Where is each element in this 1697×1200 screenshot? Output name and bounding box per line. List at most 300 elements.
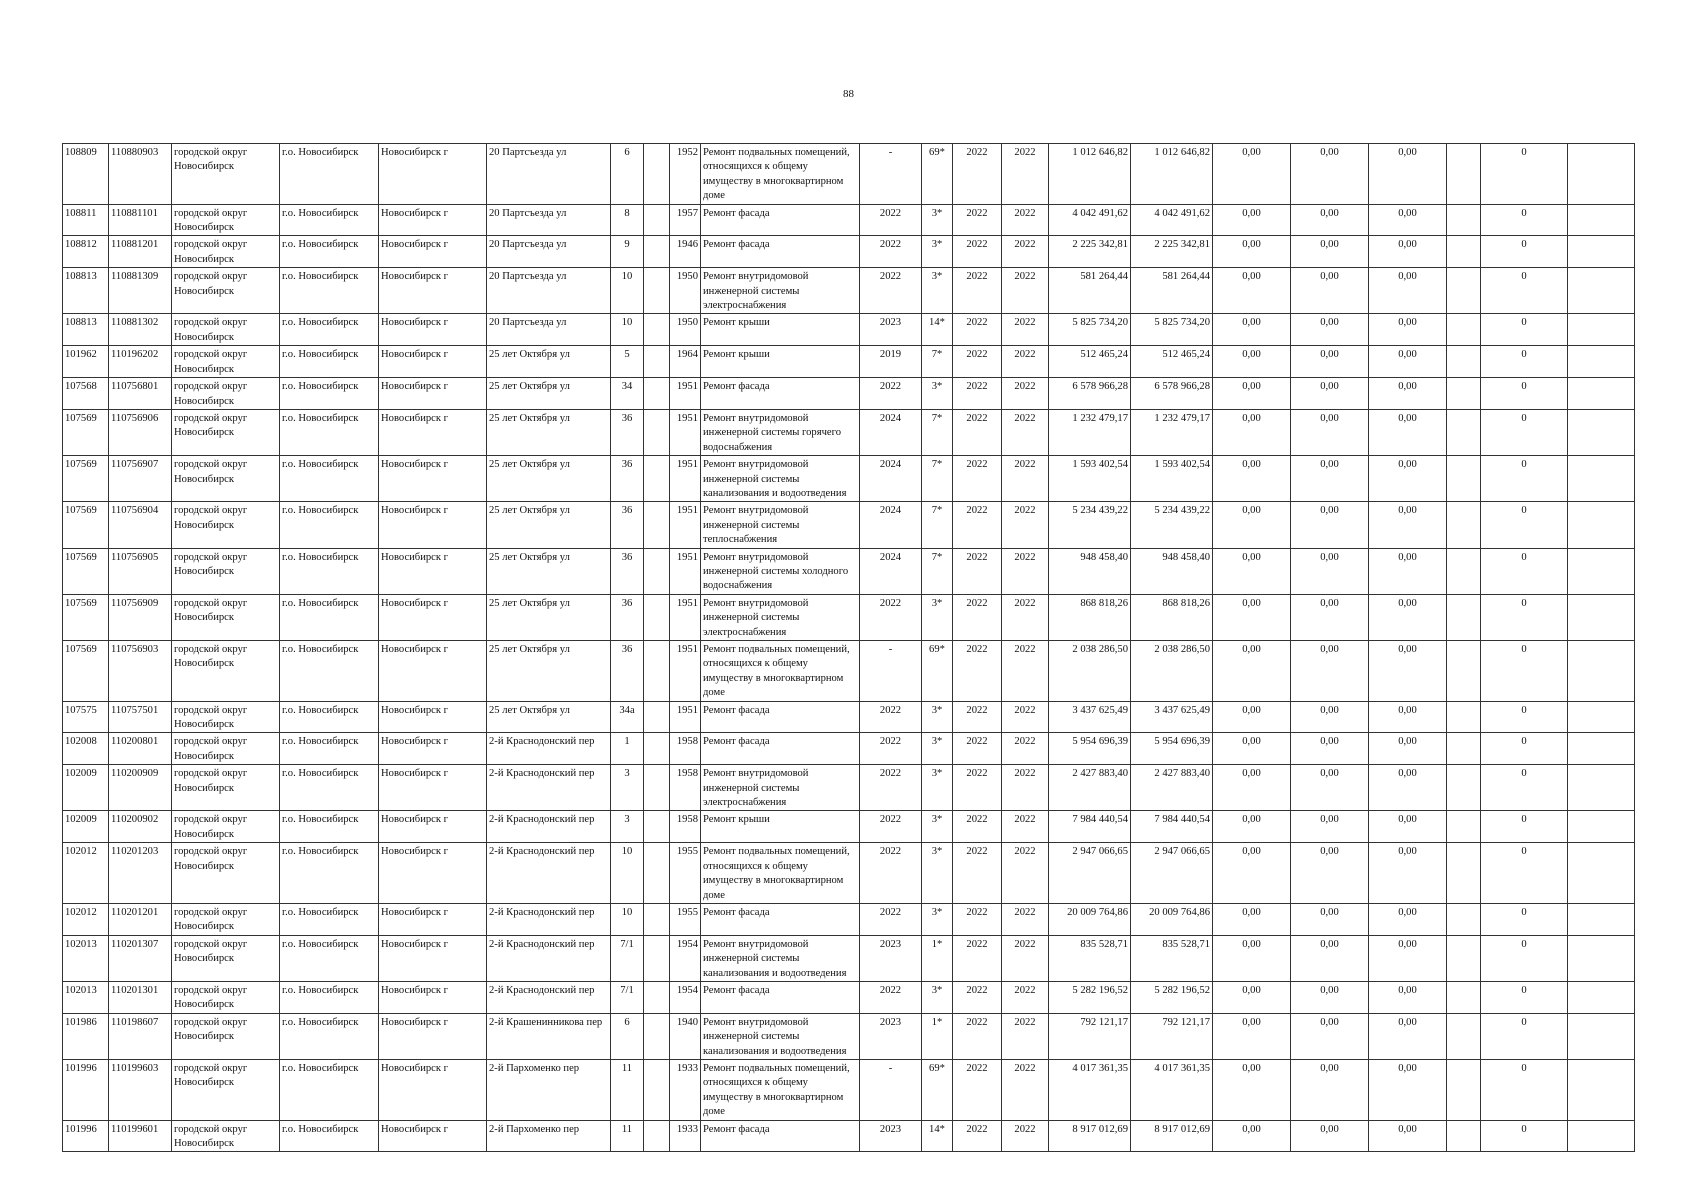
cell-other-funds: 0 — [1481, 314, 1568, 346]
cell-row-id: 102012 — [63, 843, 109, 904]
cell-budget-cost: 1 232 479,17 — [1131, 409, 1213, 455]
cell-work-type: Ремонт подвальных помещений, относящихся к общему имуществу в многоквартирном доме — [701, 1059, 860, 1120]
cell-budget-cost: 512 465,24 — [1131, 346, 1213, 378]
cell-end-year: 2022 — [1002, 811, 1049, 843]
cell-municipality: городской округ Новосибирск — [172, 502, 280, 548]
cell-total-cost: 2 947 066,65 — [1049, 843, 1131, 904]
cell-record-code: 110200909 — [109, 765, 172, 811]
cell-start-year: 2022 — [953, 594, 1002, 640]
cell-municipality-short: г.о. Новосибирск — [280, 765, 379, 811]
cell-end-year: 2022 — [1002, 641, 1049, 702]
cell-row-id: 108813 — [63, 314, 109, 346]
cell-municipality: городской округ Новосибирск — [172, 409, 280, 455]
cell-other-funds: 0 — [1481, 594, 1568, 640]
cell-empty-col — [1447, 456, 1481, 502]
cell-total-cost: 7 984 440,54 — [1049, 811, 1131, 843]
cell-municipality-short: г.о. Новосибирск — [280, 502, 379, 548]
cell-start-year: 2022 — [953, 456, 1002, 502]
cell-settlement: Новосибирск г — [379, 701, 487, 733]
cell-other-funds: 0 — [1481, 1013, 1568, 1059]
cell-federal-funds: 0,00 — [1213, 456, 1291, 502]
cell-house-number: 6 — [611, 144, 644, 205]
cell-regional-funds: 0,00 — [1291, 144, 1369, 205]
cell-local-funds: 0,00 — [1369, 935, 1447, 981]
cell-settlement: Новосибирск г — [379, 733, 487, 765]
cell-plan-year: 2022 — [860, 268, 922, 314]
cell-regional-funds: 0,00 — [1291, 409, 1369, 455]
cell-work-type: Ремонт фасада — [701, 733, 860, 765]
cell-local-funds: 0,00 — [1369, 811, 1447, 843]
cell-local-funds: 0,00 — [1369, 765, 1447, 811]
cell-start-year: 2022 — [953, 1120, 1002, 1152]
cell-municipality-short: г.о. Новосибирск — [280, 236, 379, 268]
cell-note-ref: 3* — [922, 701, 953, 733]
cell-work-type: Ремонт фасада — [701, 236, 860, 268]
cell-empty-col — [1447, 314, 1481, 346]
cell-last-col — [1568, 641, 1635, 702]
cell-total-cost: 835 528,71 — [1049, 935, 1131, 981]
cell-municipality: городской округ Новосибирск — [172, 314, 280, 346]
cell-street: 2-й Краснодонский пер — [487, 733, 611, 765]
cell-empty-col — [1447, 1013, 1481, 1059]
cell-record-code: 110196202 — [109, 346, 172, 378]
cell-work-type: Ремонт подвальных помещений, относящихся к общему имуществу в многоквартирном доме — [701, 843, 860, 904]
table-row — [63, 268, 1635, 314]
cell-federal-funds: 0,00 — [1213, 268, 1291, 314]
cell-local-funds: 0,00 — [1369, 268, 1447, 314]
cell-work-type: Ремонт внутридомовой инженерной системы канализования и водоотведения — [701, 935, 860, 981]
table-row — [63, 1120, 1635, 1152]
cell-federal-funds: 0,00 — [1213, 1120, 1291, 1152]
cell-house-number: 10 — [611, 843, 644, 904]
cell-record-code: 110199601 — [109, 1120, 172, 1152]
cell-house-number: 6 — [611, 1013, 644, 1059]
cell-municipality-short: г.о. Новосибирск — [280, 811, 379, 843]
cell-empty-col — [1447, 378, 1481, 410]
cell-budget-cost: 5 234 439,22 — [1131, 502, 1213, 548]
cell-total-cost: 2 225 342,81 — [1049, 236, 1131, 268]
cell-regional-funds: 0,00 — [1291, 903, 1369, 935]
cell-budget-cost: 868 818,26 — [1131, 594, 1213, 640]
cell-empty-col — [1447, 502, 1481, 548]
cell-total-cost: 5 282 196,52 — [1049, 981, 1131, 1013]
cell-local-funds: 0,00 — [1369, 409, 1447, 455]
cell-municipality: городской округ Новосибирск — [172, 236, 280, 268]
cell-note-ref: 7* — [922, 502, 953, 548]
cell-local-funds: 0,00 — [1369, 456, 1447, 502]
cell-start-year: 2022 — [953, 811, 1002, 843]
cell-regional-funds: 0,00 — [1291, 733, 1369, 765]
cell-municipality: городской округ Новосибирск — [172, 548, 280, 594]
cell-federal-funds: 0,00 — [1213, 1059, 1291, 1120]
cell-budget-cost: 7 984 440,54 — [1131, 811, 1213, 843]
cell-street: 20 Партсъезда ул — [487, 144, 611, 205]
cell-regional-funds: 0,00 — [1291, 1013, 1369, 1059]
cell-empty-col — [1447, 935, 1481, 981]
cell-note-ref: 7* — [922, 346, 953, 378]
cell-end-year: 2022 — [1002, 204, 1049, 236]
cell-municipality-short: г.о. Новосибирск — [280, 456, 379, 502]
cell-end-year: 2022 — [1002, 701, 1049, 733]
cell-last-col — [1568, 1059, 1635, 1120]
cell-note-ref: 7* — [922, 409, 953, 455]
cell-municipality: городской округ Новосибирск — [172, 843, 280, 904]
cell-empty-col — [1447, 765, 1481, 811]
cell-total-cost: 948 458,40 — [1049, 548, 1131, 594]
cell-last-col — [1568, 1013, 1635, 1059]
cell-plan-year: 2023 — [860, 935, 922, 981]
cell-regional-funds: 0,00 — [1291, 502, 1369, 548]
cell-settlement: Новосибирск г — [379, 843, 487, 904]
cell-end-year: 2022 — [1002, 843, 1049, 904]
cell-settlement: Новосибирск г — [379, 144, 487, 205]
cell-regional-funds: 0,00 — [1291, 346, 1369, 378]
cell-record-code: 110200902 — [109, 811, 172, 843]
cell-federal-funds: 0,00 — [1213, 548, 1291, 594]
table-row — [63, 811, 1635, 843]
cell-work-type: Ремонт внутридомовой инженерной системы горячего водоснабжения — [701, 409, 860, 455]
cell-local-funds: 0,00 — [1369, 1059, 1447, 1120]
cell-building — [644, 733, 670, 765]
cell-budget-cost: 8 917 012,69 — [1131, 1120, 1213, 1152]
cell-municipality: городской округ Новосибирск — [172, 811, 280, 843]
cell-municipality-short: г.о. Новосибирск — [280, 903, 379, 935]
cell-local-funds: 0,00 — [1369, 903, 1447, 935]
cell-end-year: 2022 — [1002, 1120, 1049, 1152]
cell-regional-funds: 0,00 — [1291, 1059, 1369, 1120]
cell-municipality-short: г.о. Новосибирск — [280, 409, 379, 455]
cell-build-year: 1951 — [670, 456, 701, 502]
cell-municipality-short: г.о. Новосибирск — [280, 346, 379, 378]
cell-street: 20 Партсъезда ул — [487, 204, 611, 236]
cell-total-cost: 4 017 361,35 — [1049, 1059, 1131, 1120]
cell-total-cost: 512 465,24 — [1049, 346, 1131, 378]
cell-note-ref: 7* — [922, 548, 953, 594]
cell-municipality: городской округ Новосибирск — [172, 1013, 280, 1059]
cell-house-number: 9 — [611, 236, 644, 268]
cell-empty-col — [1447, 1120, 1481, 1152]
cell-total-cost: 5 954 696,39 — [1049, 733, 1131, 765]
cell-build-year: 1933 — [670, 1059, 701, 1120]
cell-row-id: 107569 — [63, 594, 109, 640]
cell-last-col — [1568, 378, 1635, 410]
cell-settlement: Новосибирск г — [379, 981, 487, 1013]
cell-last-col — [1568, 594, 1635, 640]
cell-end-year: 2022 — [1002, 548, 1049, 594]
cell-row-id: 101996 — [63, 1120, 109, 1152]
cell-building — [644, 765, 670, 811]
cell-house-number: 34 — [611, 378, 644, 410]
cell-record-code: 110756907 — [109, 456, 172, 502]
cell-note-ref: 14* — [922, 1120, 953, 1152]
cell-house-number: 10 — [611, 268, 644, 314]
cell-street: 25 лет Октября ул — [487, 456, 611, 502]
cell-municipality-short: г.о. Новосибирск — [280, 1013, 379, 1059]
cell-row-id: 102012 — [63, 903, 109, 935]
cell-settlement: Новосибирск г — [379, 1120, 487, 1152]
cell-municipality-short: г.о. Новосибирск — [280, 981, 379, 1013]
cell-house-number: 36 — [611, 641, 644, 702]
cell-plan-year: 2022 — [860, 701, 922, 733]
cell-street: 25 лет Октября ул — [487, 548, 611, 594]
cell-settlement: Новосибирск г — [379, 314, 487, 346]
cell-note-ref: 3* — [922, 594, 953, 640]
cell-budget-cost: 581 264,44 — [1131, 268, 1213, 314]
cell-house-number: 10 — [611, 314, 644, 346]
cell-last-col — [1568, 1120, 1635, 1152]
cell-start-year: 2022 — [953, 765, 1002, 811]
cell-note-ref: 3* — [922, 903, 953, 935]
cell-budget-cost: 20 009 764,86 — [1131, 903, 1213, 935]
cell-budget-cost: 5 825 734,20 — [1131, 314, 1213, 346]
cell-empty-col — [1447, 346, 1481, 378]
table-row — [63, 903, 1635, 935]
cell-federal-funds: 0,00 — [1213, 935, 1291, 981]
cell-budget-cost: 2 038 286,50 — [1131, 641, 1213, 702]
cell-row-id: 102009 — [63, 811, 109, 843]
cell-work-type: Ремонт подвальных помещений, относящихся к общему имуществу в многоквартирном доме — [701, 641, 860, 702]
cell-street: 2-й Краснодонский пер — [487, 843, 611, 904]
cell-work-type: Ремонт фасада — [701, 1120, 860, 1152]
cell-other-funds: 0 — [1481, 935, 1568, 981]
cell-total-cost: 1 012 646,82 — [1049, 144, 1131, 205]
table-row — [63, 1013, 1635, 1059]
cell-build-year: 1955 — [670, 903, 701, 935]
cell-end-year: 2022 — [1002, 236, 1049, 268]
cell-plan-year: - — [860, 1059, 922, 1120]
cell-plan-year: 2022 — [860, 236, 922, 268]
cell-note-ref: 3* — [922, 765, 953, 811]
cell-plan-year: 2022 — [860, 378, 922, 410]
cell-note-ref: 3* — [922, 268, 953, 314]
cell-row-id: 108811 — [63, 204, 109, 236]
cell-building — [644, 843, 670, 904]
cell-end-year: 2022 — [1002, 1013, 1049, 1059]
cell-municipality-short: г.о. Новосибирск — [280, 733, 379, 765]
cell-total-cost: 20 009 764,86 — [1049, 903, 1131, 935]
table-row — [63, 346, 1635, 378]
cell-end-year: 2022 — [1002, 981, 1049, 1013]
cell-build-year: 1951 — [670, 701, 701, 733]
cell-empty-col — [1447, 811, 1481, 843]
cell-settlement: Новосибирск г — [379, 236, 487, 268]
cell-build-year: 1933 — [670, 1120, 701, 1152]
cell-end-year: 2022 — [1002, 903, 1049, 935]
cell-total-cost: 5 234 439,22 — [1049, 502, 1131, 548]
cell-total-cost: 8 917 012,69 — [1049, 1120, 1131, 1152]
cell-regional-funds: 0,00 — [1291, 765, 1369, 811]
cell-start-year: 2022 — [953, 843, 1002, 904]
cell-street: 2-й Крашенинникова пер — [487, 1013, 611, 1059]
cell-row-id: 107568 — [63, 378, 109, 410]
cell-regional-funds: 0,00 — [1291, 548, 1369, 594]
cell-regional-funds: 0,00 — [1291, 1120, 1369, 1152]
cell-building — [644, 1059, 670, 1120]
cell-plan-year: 2024 — [860, 502, 922, 548]
table-row — [63, 378, 1635, 410]
cell-last-col — [1568, 236, 1635, 268]
cell-note-ref: 7* — [922, 456, 953, 502]
cell-other-funds: 0 — [1481, 981, 1568, 1013]
cell-work-type: Ремонт внутридомовой инженерной системы канализования и водоотведения — [701, 1013, 860, 1059]
cell-federal-funds: 0,00 — [1213, 409, 1291, 455]
cell-build-year: 1958 — [670, 765, 701, 811]
cell-row-id: 107569 — [63, 502, 109, 548]
cell-plan-year: 2023 — [860, 314, 922, 346]
cell-record-code: 110756906 — [109, 409, 172, 455]
cell-building — [644, 1120, 670, 1152]
cell-last-col — [1568, 314, 1635, 346]
cell-plan-year: - — [860, 641, 922, 702]
cell-plan-year: 2022 — [860, 903, 922, 935]
cell-federal-funds: 0,00 — [1213, 641, 1291, 702]
table-row — [63, 456, 1635, 502]
cell-build-year: 1951 — [670, 502, 701, 548]
cell-start-year: 2022 — [953, 903, 1002, 935]
cell-budget-cost: 2 947 066,65 — [1131, 843, 1213, 904]
cell-building — [644, 935, 670, 981]
cell-local-funds: 0,00 — [1369, 236, 1447, 268]
cell-building — [644, 1013, 670, 1059]
cell-street: 25 лет Октября ул — [487, 594, 611, 640]
cell-empty-col — [1447, 268, 1481, 314]
cell-last-col — [1568, 409, 1635, 455]
cell-municipality: городской округ Новосибирск — [172, 1120, 280, 1152]
cell-note-ref: 3* — [922, 843, 953, 904]
cell-total-cost: 1 232 479,17 — [1049, 409, 1131, 455]
cell-start-year: 2022 — [953, 641, 1002, 702]
cell-local-funds: 0,00 — [1369, 502, 1447, 548]
cell-municipality-short: г.о. Новосибирск — [280, 268, 379, 314]
cell-note-ref: 3* — [922, 378, 953, 410]
cell-empty-col — [1447, 594, 1481, 640]
cell-work-type: Ремонт внутридомовой инженерной системы канализования и водоотведения — [701, 456, 860, 502]
cell-work-type: Ремонт крыши — [701, 314, 860, 346]
cell-settlement: Новосибирск г — [379, 935, 487, 981]
cell-settlement: Новосибирск г — [379, 903, 487, 935]
cell-budget-cost: 4 042 491,62 — [1131, 204, 1213, 236]
cell-row-id: 102013 — [63, 981, 109, 1013]
cell-settlement: Новосибирск г — [379, 641, 487, 702]
cell-build-year: 1958 — [670, 811, 701, 843]
cell-regional-funds: 0,00 — [1291, 378, 1369, 410]
cell-total-cost: 3 437 625,49 — [1049, 701, 1131, 733]
cell-last-col — [1568, 811, 1635, 843]
cell-budget-cost: 4 017 361,35 — [1131, 1059, 1213, 1120]
cell-house-number: 11 — [611, 1120, 644, 1152]
cell-plan-year: 2023 — [860, 1013, 922, 1059]
cell-note-ref: 69* — [922, 1059, 953, 1120]
cell-federal-funds: 0,00 — [1213, 811, 1291, 843]
cell-house-number: 11 — [611, 1059, 644, 1120]
cell-empty-col — [1447, 733, 1481, 765]
cell-build-year: 1950 — [670, 268, 701, 314]
cell-building — [644, 981, 670, 1013]
cell-municipality: городской округ Новосибирск — [172, 204, 280, 236]
cell-municipality-short: г.о. Новосибирск — [280, 701, 379, 733]
cell-federal-funds: 0,00 — [1213, 1013, 1291, 1059]
cell-note-ref: 1* — [922, 935, 953, 981]
cell-house-number: 3 — [611, 765, 644, 811]
cell-house-number: 7/1 — [611, 935, 644, 981]
cell-start-year: 2022 — [953, 548, 1002, 594]
cell-municipality-short: г.о. Новосибирск — [280, 378, 379, 410]
table-row — [63, 594, 1635, 640]
cell-plan-year: 2022 — [860, 765, 922, 811]
cell-work-type: Ремонт фасада — [701, 378, 860, 410]
cell-street: 25 лет Октября ул — [487, 701, 611, 733]
cell-build-year: 1946 — [670, 236, 701, 268]
cell-regional-funds: 0,00 — [1291, 204, 1369, 236]
cell-other-funds: 0 — [1481, 204, 1568, 236]
cell-empty-col — [1447, 144, 1481, 205]
cell-municipality-short: г.о. Новосибирск — [280, 548, 379, 594]
table-row — [63, 641, 1635, 702]
cell-empty-col — [1447, 204, 1481, 236]
cell-municipality: городской округ Новосибирск — [172, 981, 280, 1013]
cell-street: 25 лет Октября ул — [487, 409, 611, 455]
cell-other-funds: 0 — [1481, 409, 1568, 455]
cell-work-type: Ремонт фасада — [701, 701, 860, 733]
cell-empty-col — [1447, 843, 1481, 904]
cell-row-id: 102013 — [63, 935, 109, 981]
table-row — [63, 144, 1635, 205]
cell-end-year: 2022 — [1002, 733, 1049, 765]
cell-building — [644, 314, 670, 346]
table-row — [63, 1059, 1635, 1120]
cell-plan-year: 2022 — [860, 981, 922, 1013]
cell-plan-year: 2022 — [860, 811, 922, 843]
cell-work-type: Ремонт подвальных помещений, относящихся к общему имуществу в многоквартирном доме — [701, 144, 860, 205]
table-row — [63, 935, 1635, 981]
cell-municipality-short: г.о. Новосибирск — [280, 843, 379, 904]
cell-street: 25 лет Октября ул — [487, 346, 611, 378]
cell-build-year: 1955 — [670, 843, 701, 904]
cell-note-ref: 69* — [922, 641, 953, 702]
cell-budget-cost: 835 528,71 — [1131, 935, 1213, 981]
cell-settlement: Новосибирск г — [379, 204, 487, 236]
cell-building — [644, 502, 670, 548]
cell-regional-funds: 0,00 — [1291, 594, 1369, 640]
cell-federal-funds: 0,00 — [1213, 204, 1291, 236]
cell-street: 2-й Пархоменко пер — [487, 1120, 611, 1152]
cell-empty-col — [1447, 903, 1481, 935]
cell-work-type: Ремонт фасада — [701, 903, 860, 935]
cell-regional-funds: 0,00 — [1291, 268, 1369, 314]
cell-other-funds: 0 — [1481, 502, 1568, 548]
cell-row-id: 102008 — [63, 733, 109, 765]
cell-street: 2-й Краснодонский пер — [487, 981, 611, 1013]
cell-regional-funds: 0,00 — [1291, 236, 1369, 268]
cell-federal-funds: 0,00 — [1213, 346, 1291, 378]
cell-empty-col — [1447, 641, 1481, 702]
cell-municipality: городской округ Новосибирск — [172, 903, 280, 935]
cell-empty-col — [1447, 236, 1481, 268]
cell-record-code: 110201201 — [109, 903, 172, 935]
cell-row-id: 108812 — [63, 236, 109, 268]
cell-end-year: 2022 — [1002, 346, 1049, 378]
cell-building — [644, 236, 670, 268]
cell-building — [644, 641, 670, 702]
cell-municipality-short: г.о. Новосибирск — [280, 144, 379, 205]
cell-settlement: Новосибирск г — [379, 409, 487, 455]
cell-local-funds: 0,00 — [1369, 843, 1447, 904]
cell-plan-year: 2024 — [860, 548, 922, 594]
cell-note-ref: 14* — [922, 314, 953, 346]
cell-building — [644, 144, 670, 205]
cell-municipality-short: г.о. Новосибирск — [280, 314, 379, 346]
cell-start-year: 2022 — [953, 1013, 1002, 1059]
